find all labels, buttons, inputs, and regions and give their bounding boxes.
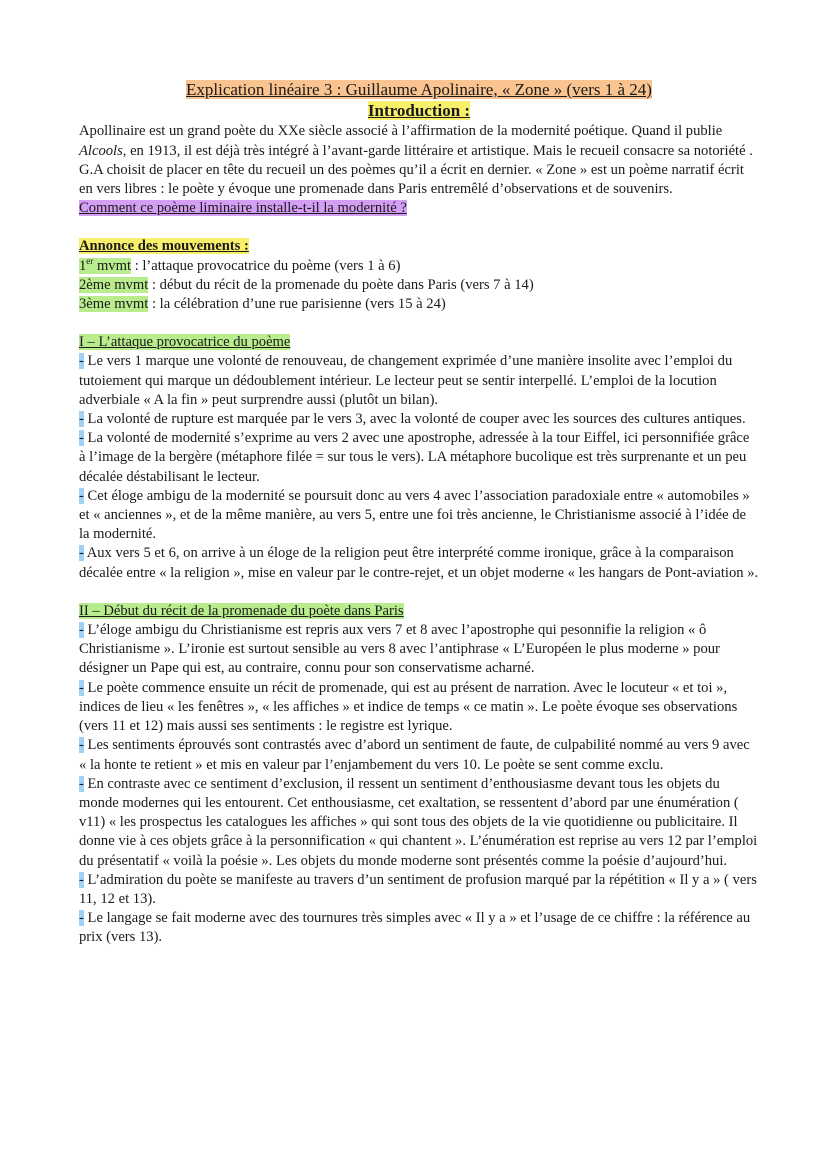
bullet-dash: - <box>79 910 84 927</box>
section-2-point: - En contraste avec ce sentiment d’exclusion, il ressent un sentiment d’enthousiasme devant tous les objets du monde modernes qui les entourent. Cet enthousiasme, cet exaltation, se ressentent d’abord par une énumération ( v11) « les prospectus les catalogues les affiches » qui sont tous des objets de la vie quotidienne ou publicitaire. Il donne vie à ces objets grâce à la personnification « qui chantent ». L’énumération est reprise au vers 12 par l’emploi du présentatif « voilà la poésie ». Les objets du monde moderne sont présentés comme la poésie d’aujourd’hui. <box>79 775 758 869</box>
section-1-point: - Cet éloge ambigu de la modernité se poursuit donc au vers 4 avec l’association paradoxiale entre « automobiles » et « anciennes », et de la même manière, au vers 5, entre une foi très ancienne, le Christianisme associé à l’idée de la modernité. <box>79 487 750 543</box>
document-title: Explication linéaire 3 : Guillaume Apolinaire, « Zone » (vers 1 à 24) <box>186 80 652 99</box>
section-1-point: - Le vers 1 marque une volonté de renouveau, de changement exprimée d’une manière insolite avec l’emploi du tutoiement qui marque un dédoublement intérieur. Le lecteur peut se sentir interpellé. L’emploi de la locution adverbiale « A la fin » peut surprendre aussi (plutôt un bilan). <box>79 353 733 408</box>
bullet-dash: - <box>79 622 84 639</box>
section-1-point: - Aux vers 5 et 6, on arrive à un éloge de la religion peut être interprété comme ironique, grâce à la comparaison décalée entre « la religion », mise en valeur par le contre-rejet, et un objet moderne « les hangars de Pont-aviation ». <box>79 545 759 581</box>
spacer <box>79 218 759 237</box>
bullet-dash: - <box>79 411 84 428</box>
section-2-point: - Les sentiments éprouvés sont contrastés avec d’abord un sentiment de faute, de culpabilité nommé au vers 9 avec « la honte te retient » et mis en valeur par l’enjambement du vers 10. Le poète se sent comme exclu. <box>79 737 750 773</box>
movement-label: 1er mvmt <box>79 255 131 274</box>
problematic-question: Comment ce poème liminaire installe-t-il la modernité ? <box>79 200 407 217</box>
movement-label: 3ème mvmt <box>79 296 149 313</box>
section-2-point: - Le poète commence ensuite un récit de promenade, qui est au présent de narration. Avec le locuteur « et toi », indices de lieu « les fenêtres », « les affiches » et indice de temps « ce matin ». Le poète évoque ses observations (vers 11 et 12) mais aussi ses sentiments : le registre est lyrique. <box>79 679 738 735</box>
document-page <box>79 80 759 948</box>
section-2-point: - L’éloge ambigu du Christianisme est repris aux vers 7 et 8 avec l’apostrophe qui pesonnifie la religion « ô Christianisme ». L’ironie est surtout sensible au vers 8 avec l’antiphrase « L’Européen le plus moderne » pour désigner un Pape qui est, au contraire, connu pour son conservatisme acharné. <box>79 622 720 677</box>
bullet-dash: - <box>79 871 84 888</box>
movement-label: 2ème mvmt <box>79 276 149 293</box>
section-2-point: - Le langage se fait moderne avec des tournures très simples avec « Il y a » et l’usage de ce chiffre : la référence au prix (vers 13). <box>79 910 751 946</box>
announce-heading: Annonce des mouvements : <box>79 238 249 255</box>
bullet-dash: - <box>79 679 84 696</box>
bullet-dash: - <box>79 775 84 792</box>
section-1-point: - La volonté de modernité s’exprime au vers 2 avec une apostrophe, adressée à la tour Eiffel, ici personnifiée grâce à l’image de la bergère (métaphore filée = sur tous le vers). LA métaphore bucolique est très surprenante et un peu décalée déstabilisant le lecteur. <box>79 430 750 485</box>
section-1-point: - La volonté de rupture est marquée par le vers 3, avec la volonté de couper avec les sources des cultures antiques. <box>79 411 746 428</box>
bullet-dash: - <box>79 487 84 504</box>
spacer <box>79 583 759 602</box>
bullet-dash: - <box>79 545 84 562</box>
spacer <box>79 314 759 333</box>
movement-item: 2ème mvmt : début du récit de la promenade du poète dans Paris (vers 7 à 14) <box>79 276 534 293</box>
bullet-dash: - <box>79 353 84 370</box>
movement-item: 3ème mvmt : la célébration d’une rue parisienne (vers 15 à 24) <box>79 296 446 313</box>
introduction-paragraph: Apollinaire est un grand poète du XXe siècle associé à l’affirmation de la modernité poétique. Quand il publie Alcools, en 1913, il est déjà très intégré à l’avant-garde littéraire et artistique. Mais le recueil consacre sa notoriété . G.A choisit de placer en tête du recueil un des poèmes qu’il a écrit en dernier. « Zone » est un poème narratif écrit en vers libres : le poète y évoque une promenade dans Paris entremêlé d’observations et de souvenirs. <box>79 123 753 198</box>
section-2-heading: II – Début du récit de la promenade du poète dans Paris <box>79 602 404 619</box>
section-1-heading: I – L’attaque provocatrice du poème <box>79 334 291 351</box>
movement-item: 1er mvmt : l’attaque provocatrice du poème (vers 1 à 6) <box>79 255 401 274</box>
bullet-dash: - <box>79 430 84 447</box>
work-title: Alcools <box>79 142 123 159</box>
section-2-point: - L’admiration du poète se manifeste au travers d’un sentiment de profusion marqué par la répétition « Il y a » ( vers 11, 12 et 13). <box>79 871 757 907</box>
introduction-heading: Introduction : <box>367 101 471 121</box>
bullet-dash: - <box>79 737 84 754</box>
